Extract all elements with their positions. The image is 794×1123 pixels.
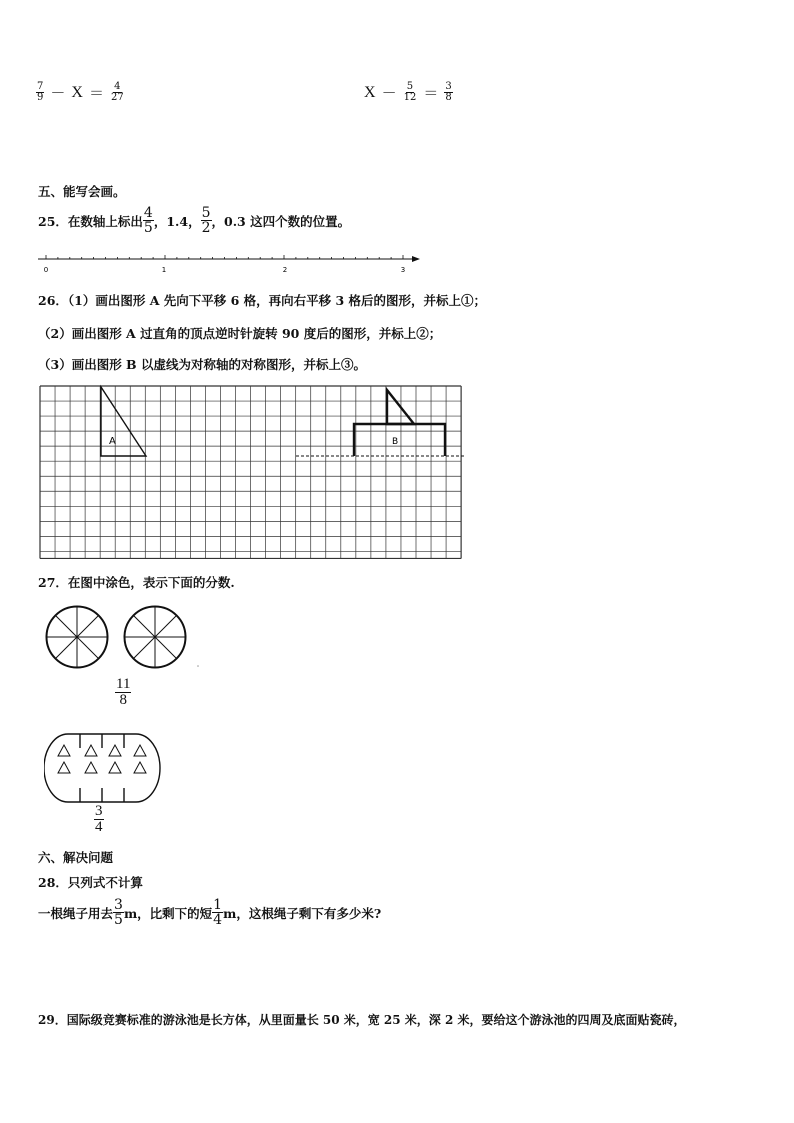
equals-sign: ＝ xyxy=(423,84,439,102)
shape-b-triangle xyxy=(387,390,414,424)
pie-circles xyxy=(42,604,202,674)
question-26-part1: 26．（1）画出图形 A 先向下平移 6 格，再向右平移 3 格后的图形，并标上①； xyxy=(38,293,487,308)
square-grid xyxy=(38,384,466,562)
triangle-icon xyxy=(85,745,97,756)
section-six-title: 六、解决问题 xyxy=(38,850,114,865)
stadium-triangles-figure xyxy=(44,722,164,812)
triangle-icon xyxy=(58,745,70,756)
fraction: $\frac{3}{5}$ xyxy=(114,897,123,928)
fraction-11-8: $\frac{11}{8}$ xyxy=(116,676,131,708)
fraction-3-4: $\frac{3}{4}$ xyxy=(95,803,103,835)
variable: X xyxy=(364,83,376,101)
triangle-icon xyxy=(85,762,97,773)
question-26-part2: （2）画出图形 A 过直角的顶点逆时针旋转 90 度后的图形，并标上②； xyxy=(38,326,442,341)
triangle-icon xyxy=(134,745,146,756)
shape-a-triangle xyxy=(101,387,146,456)
tick-label-1: 1 xyxy=(161,266,167,274)
section-five-title: 五、能写会画。 xyxy=(38,184,126,199)
fraction: $\frac{3}{8}$ xyxy=(445,81,452,103)
fraction: $\frac{5}{2}$ xyxy=(201,205,211,236)
circle-right xyxy=(125,607,186,668)
variable: X xyxy=(71,83,83,101)
circle-left xyxy=(47,607,108,668)
fraction: $\frac{1}{4}$ xyxy=(213,897,223,928)
equation-right xyxy=(364,82,453,103)
grid-lines xyxy=(40,386,461,558)
triangle-icons xyxy=(58,745,146,773)
question-28-title: 28．只列式不计算 xyxy=(38,875,143,890)
fraction: $\frac{4}{5}$ xyxy=(143,205,153,236)
question-29: 29．国际级竞赛标准的游泳池是长方体，从里面量长 50 米，宽 25 米，深 2 米，要给这个游泳池的四周及底面贴瓷砖， xyxy=(38,1013,686,1027)
minus-sign: － xyxy=(50,84,66,102)
question-26-part3: （3）画出图形 B 以虚线为对称轴的对称图形，并标上③。 xyxy=(38,357,366,372)
question-25: 25．在数轴上标出 $\frac{4}{5}$ ，1.4， $\frac{5}{2}$ ，0.3 这四个数的位置。 xyxy=(38,205,351,236)
shape-a-label: A xyxy=(109,436,116,447)
minor-ticks xyxy=(46,255,403,259)
equals-sign: ＝ xyxy=(88,84,104,102)
tick-label-0: 0 xyxy=(43,266,49,274)
fraction: $\frac{5}{12}$ xyxy=(403,81,417,103)
question-28-body: 一根绳子用去 $\frac{3}{5}$ m，比剩下的短 $\frac{1}{4}$ m，这根绳子剩下有多少米? xyxy=(38,897,382,928)
triangle-icon xyxy=(134,762,146,773)
question-27: 27．在图中涂色，表示下面的分数. xyxy=(38,575,235,590)
number-line-arrow xyxy=(412,256,420,262)
equation-left xyxy=(36,82,125,103)
stadium-dividers xyxy=(80,734,124,802)
tick-label-2: 2 xyxy=(282,266,288,274)
fraction: $\frac{7}{9}$ xyxy=(37,81,44,103)
fraction: $\frac{4}{27}$ xyxy=(110,81,124,103)
shape-b-label: B xyxy=(392,437,399,447)
minus-sign: － xyxy=(381,84,397,102)
triangle-icon xyxy=(109,762,121,773)
triangle-icon xyxy=(109,745,121,756)
tick-label-3: 3 xyxy=(400,266,406,274)
triangle-icon xyxy=(58,762,70,773)
number-line xyxy=(36,252,426,278)
